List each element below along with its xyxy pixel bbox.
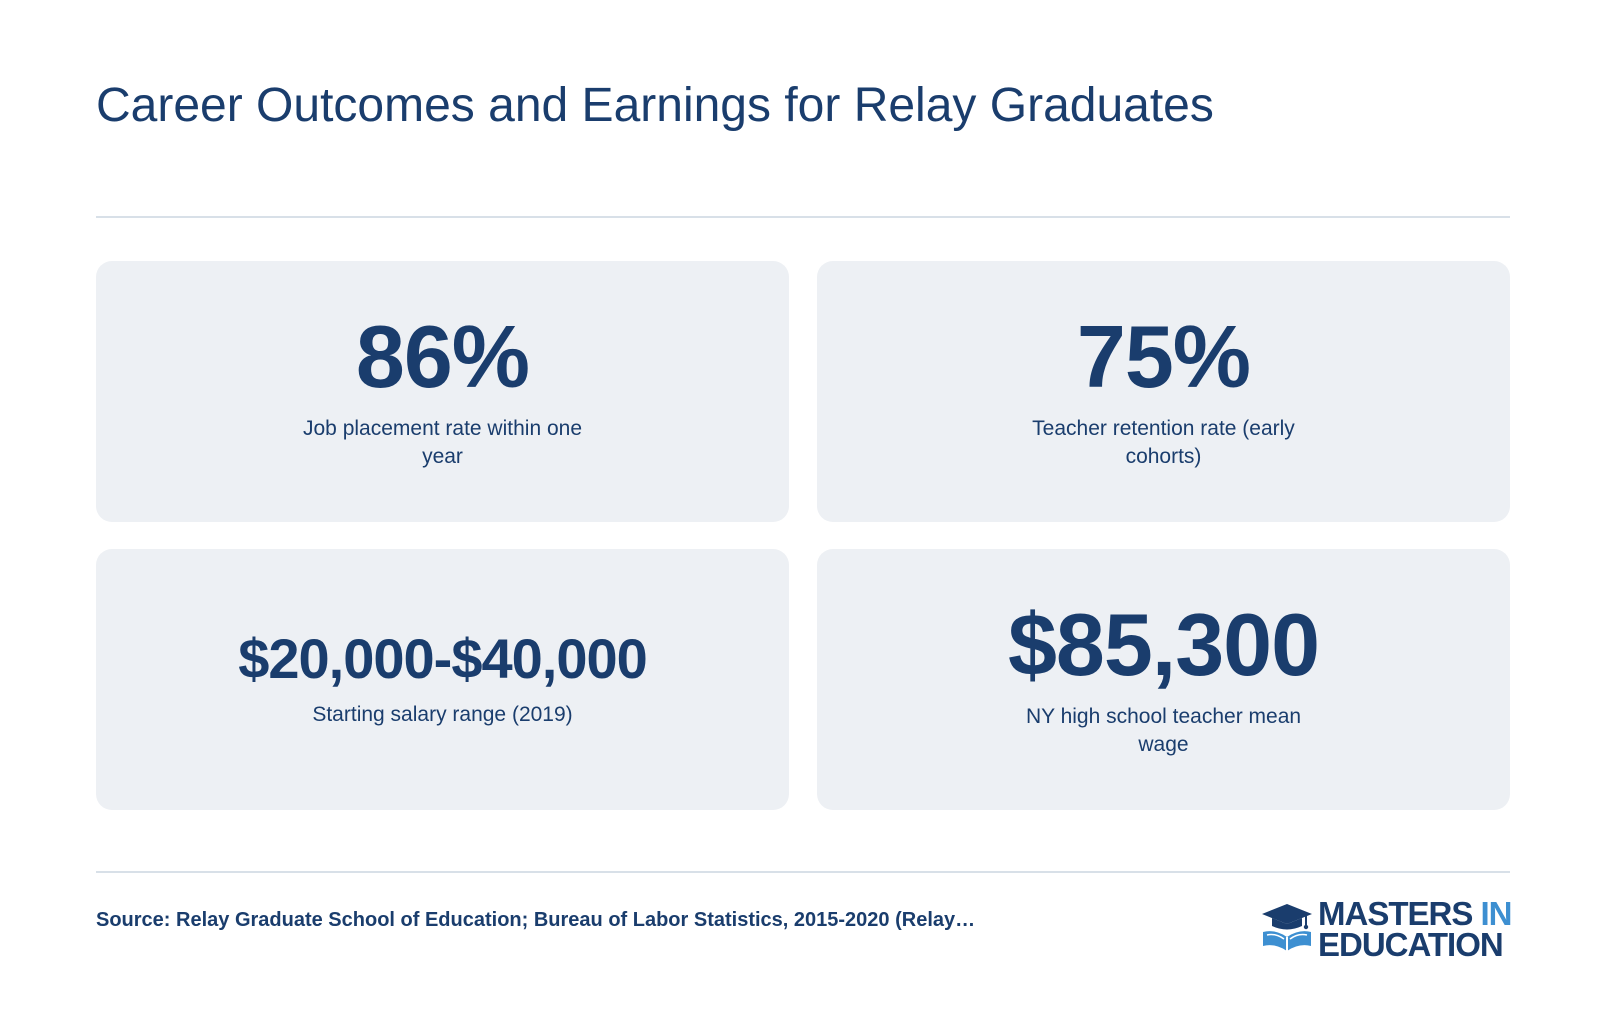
bottom-divider: [96, 871, 1510, 873]
stat-label: Job placement rate within one year: [303, 416, 582, 468]
stat-value: 75%: [1076, 306, 1251, 406]
stat-label: Teacher retention rate (early cohorts): [1032, 416, 1295, 468]
stat-label: NY high school teacher mean wage: [1025, 704, 1302, 756]
stat-card-starting-salary: [96, 549, 789, 810]
masters-in-education-logo: [1260, 895, 1512, 963]
stat-label: Starting salary range (2019): [312, 702, 573, 726]
logo-masters-text: MASTERS: [1318, 895, 1473, 932]
page-title: Career Outcomes and Earnings for Relay Graduates: [96, 79, 1214, 132]
stat-card-job-placement: [96, 261, 789, 522]
logo-education-text: EDUCATION: [1318, 926, 1503, 963]
stat-card-retention: [817, 261, 1510, 522]
stats-grid: [96, 261, 1510, 810]
logo-in-text: IN: [1480, 895, 1512, 932]
logo-wordmark: [1318, 895, 1512, 963]
graduation-cap-book-icon: [1260, 902, 1314, 954]
stat-card-mean-wage: [817, 549, 1510, 810]
stat-value: 86%: [355, 306, 530, 406]
top-divider: [96, 216, 1510, 218]
stat-value: $85,300: [1007, 594, 1320, 694]
source-citation: Source: Relay Graduate School of Education; Bureau of Labor Statistics, 2015-2020 (Relay…: [96, 909, 976, 931]
stat-value: $20,000-$40,000: [238, 626, 647, 690]
